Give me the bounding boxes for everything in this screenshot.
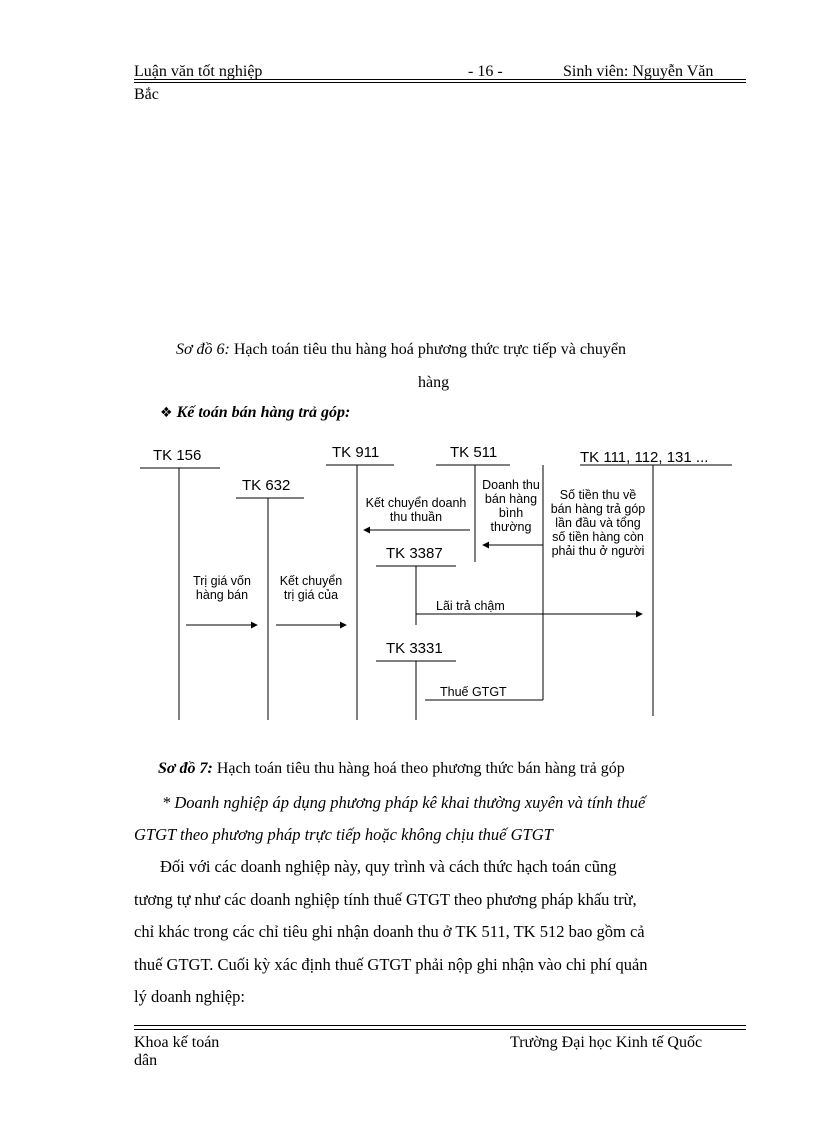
account-tk911: TK 911 xyxy=(332,444,380,461)
label-thue-gtgt: Thuế GTGT xyxy=(440,685,507,699)
paragraph-line-3: chỉ khác trong các chỉ tiêu ghi nhận doanh thu ở TK 511, TK 512 bao gồm cả xyxy=(134,922,645,941)
footer-left-continuation: dân xyxy=(134,1052,158,1069)
caption-7-label: Sơ đồ 7: xyxy=(158,760,213,777)
caption-6-line2: hàng xyxy=(418,374,450,391)
label-ket-chuyen-doanh-thu: Kết chuyển doanh thu thuần xyxy=(365,496,467,524)
paragraph-line-2: tương tự như các doanh nghiệp tính thuế GTGT theo phương pháp khấu trừ, xyxy=(134,890,637,909)
label-gia-von: Trị giá vốn hàng bán xyxy=(193,574,251,602)
header-continuation: Bắc xyxy=(134,86,159,103)
footer-rule-2 xyxy=(134,1029,746,1030)
caption-6-text: Hạch toán tiêu thu hàng hoá phương thức trực tiếp và chuyển xyxy=(229,341,627,358)
paragraph-line-5: lý doanh nghiệp: xyxy=(134,987,245,1006)
note-line-2: GTGT theo phương pháp trực tiếp hoặc không chịu thuế GTGT xyxy=(134,825,553,844)
footer-left: Khoa kế toán xyxy=(134,1034,220,1051)
account-tk632: TK 632 xyxy=(242,477,291,494)
paragraph-line-1: Đối với các doanh nghiệp này, quy trình và cách thức hạch toán cũng xyxy=(160,857,617,876)
note-line-1: * Doanh nghiệp áp dụng phương pháp kê khai thường xuyên và tính thuế xyxy=(162,793,646,812)
label-lai-tra-cham: Lãi trả chậm xyxy=(436,599,505,613)
caption-7-text: Hạch toán tiêu thu hàng hoá theo phương thức bán hàng trả góp xyxy=(212,760,625,777)
header-left: Luận văn tốt nghiệp xyxy=(134,63,263,80)
label-doanh-thu: Doanh thu bán hàng bình thường xyxy=(482,478,540,534)
caption-7 xyxy=(158,760,625,778)
account-tk111: TK 111, 112, 131 ... xyxy=(580,449,709,464)
paragraph-line-4: thuế GTGT. Cuối kỳ xác định thuế GTGT phải nộp ghi nhận vào chi phí quản xyxy=(134,955,648,974)
footer-right: Trường Đại học Kinh tế Quốc xyxy=(510,1034,703,1051)
caption-6-label: Sơ đồ 6: xyxy=(176,341,230,358)
header-right: Sinh viên: Nguyễn Văn xyxy=(563,63,714,80)
label-so-tien: Số tiền thu về bán hàng trả góp lần đầu và tổng số tiền hàng còn phải thu ở người xyxy=(550,488,646,558)
section-title: Kế toán bán hàng trả góp: xyxy=(176,404,351,421)
account-tk3331: TK 3331 xyxy=(386,640,443,657)
label-ket-chuyen-gia: Kết chuyển trị giá của xyxy=(279,574,343,602)
footer-rule xyxy=(134,1025,746,1026)
header-page-number: - 16 - xyxy=(468,63,503,80)
diamond-bullet-icon: ❖ xyxy=(160,405,173,421)
account-tk3387: TK 3387 xyxy=(386,545,443,562)
account-tk156: TK 156 xyxy=(153,447,202,464)
account-tk511: TK 511 xyxy=(450,444,498,461)
